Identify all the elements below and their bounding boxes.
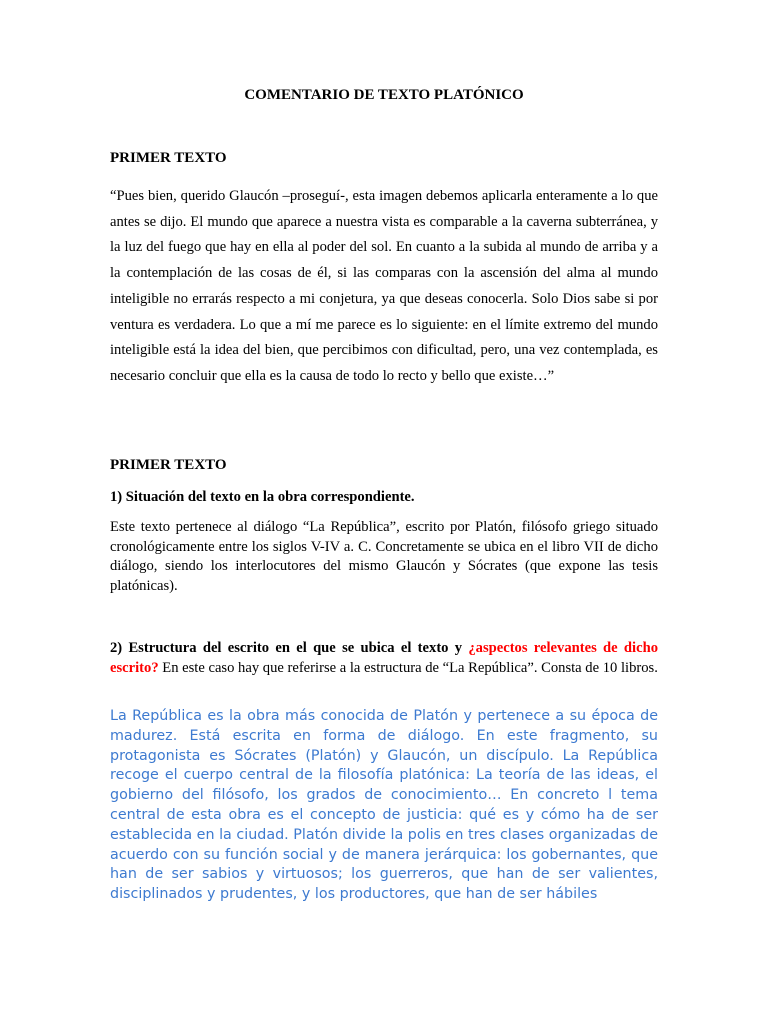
section-heading-primer-texto: PRIMER TEXTO xyxy=(110,150,227,166)
section-heading-primer-texto-2: PRIMER TEXTO xyxy=(110,457,227,473)
question-2-answer: En este caso hay que referirse a la estructura de “La República”. Consta de 10 libros. xyxy=(158,659,658,676)
question-2-heading: 2) Estructura del escrito en el que se ubica el texto y xyxy=(110,640,469,656)
question-1-heading: 1) Situación del texto en la obra correspondiente. xyxy=(110,489,415,505)
question-1-answer: Este texto pertenece al diálogo “La República”, escrito por Platón, filósofo griego situado cronológicamente entre los siglos V-IV a. C. Concretamente se ubica en el libro VII de dicho diálogo, siendo los interlocutores del mismo Glaucón y Sócrates (que expone las tesis platónicas). xyxy=(110,519,658,594)
document-title: COMENTARIO DE TEXTO PLATÓNICO xyxy=(244,87,524,103)
platonic-quote-paragraph: “Pues bien, querido Glaucón –proseguí-, esta imagen debemos aplicarla enteramente a lo que antes se dijo. El mundo que aparece a nuestra vista es comparable a la caverna subterránea, y la luz del fuego que hay en ella al poder del sol. En cuanto a la subida al mundo de arriba y a la contemplación de las cosas de él, si las comparas con la ascensión del alma al mundo inteligible no errarás respecto a mi conjetura, ya que deseas conocerla. Solo Dios sabe si por ventura es verdadera. Lo que a mí me parece es lo siguiente: en el límite extremo del mundo inteligible está la idea del bien, que percibimos con dificultad, pero, una vez contemplada, es necesario concluir que ella es la causa de todo lo recto y bello que existe…” xyxy=(110,188,658,384)
republica-summary-paragraph: La República es la obra más conocida de Platón y pertenece a su época de madurez. Está escrita en forma de diálogo. En este fragmento, su protagonista es Sócrates (Platón) y Glaucón, un discípulo. La República recoge el cuerpo central de la filosofía platónica: La teoría de las ideas, el gobierno del filósofo, los grados de conocimiento… En concreto l tema central de esta obra es el concepto de justicia: qué es y cómo ha de ser establecida en la ciudad. Platón divide la polis en tres clases organizadas de acuerdo con su función social y de manera jerárquica: los gobernantes, que han de ser sabios y virtuosos; los guerreros, que han de ser valientes, disciplinados y prudentes, y los productores, que han de ser hábiles xyxy=(110,708,658,903)
question-2-paragraph xyxy=(110,639,658,678)
question-2-highlight: ¿aspectos relevantes de dicho escrito? xyxy=(110,640,658,676)
